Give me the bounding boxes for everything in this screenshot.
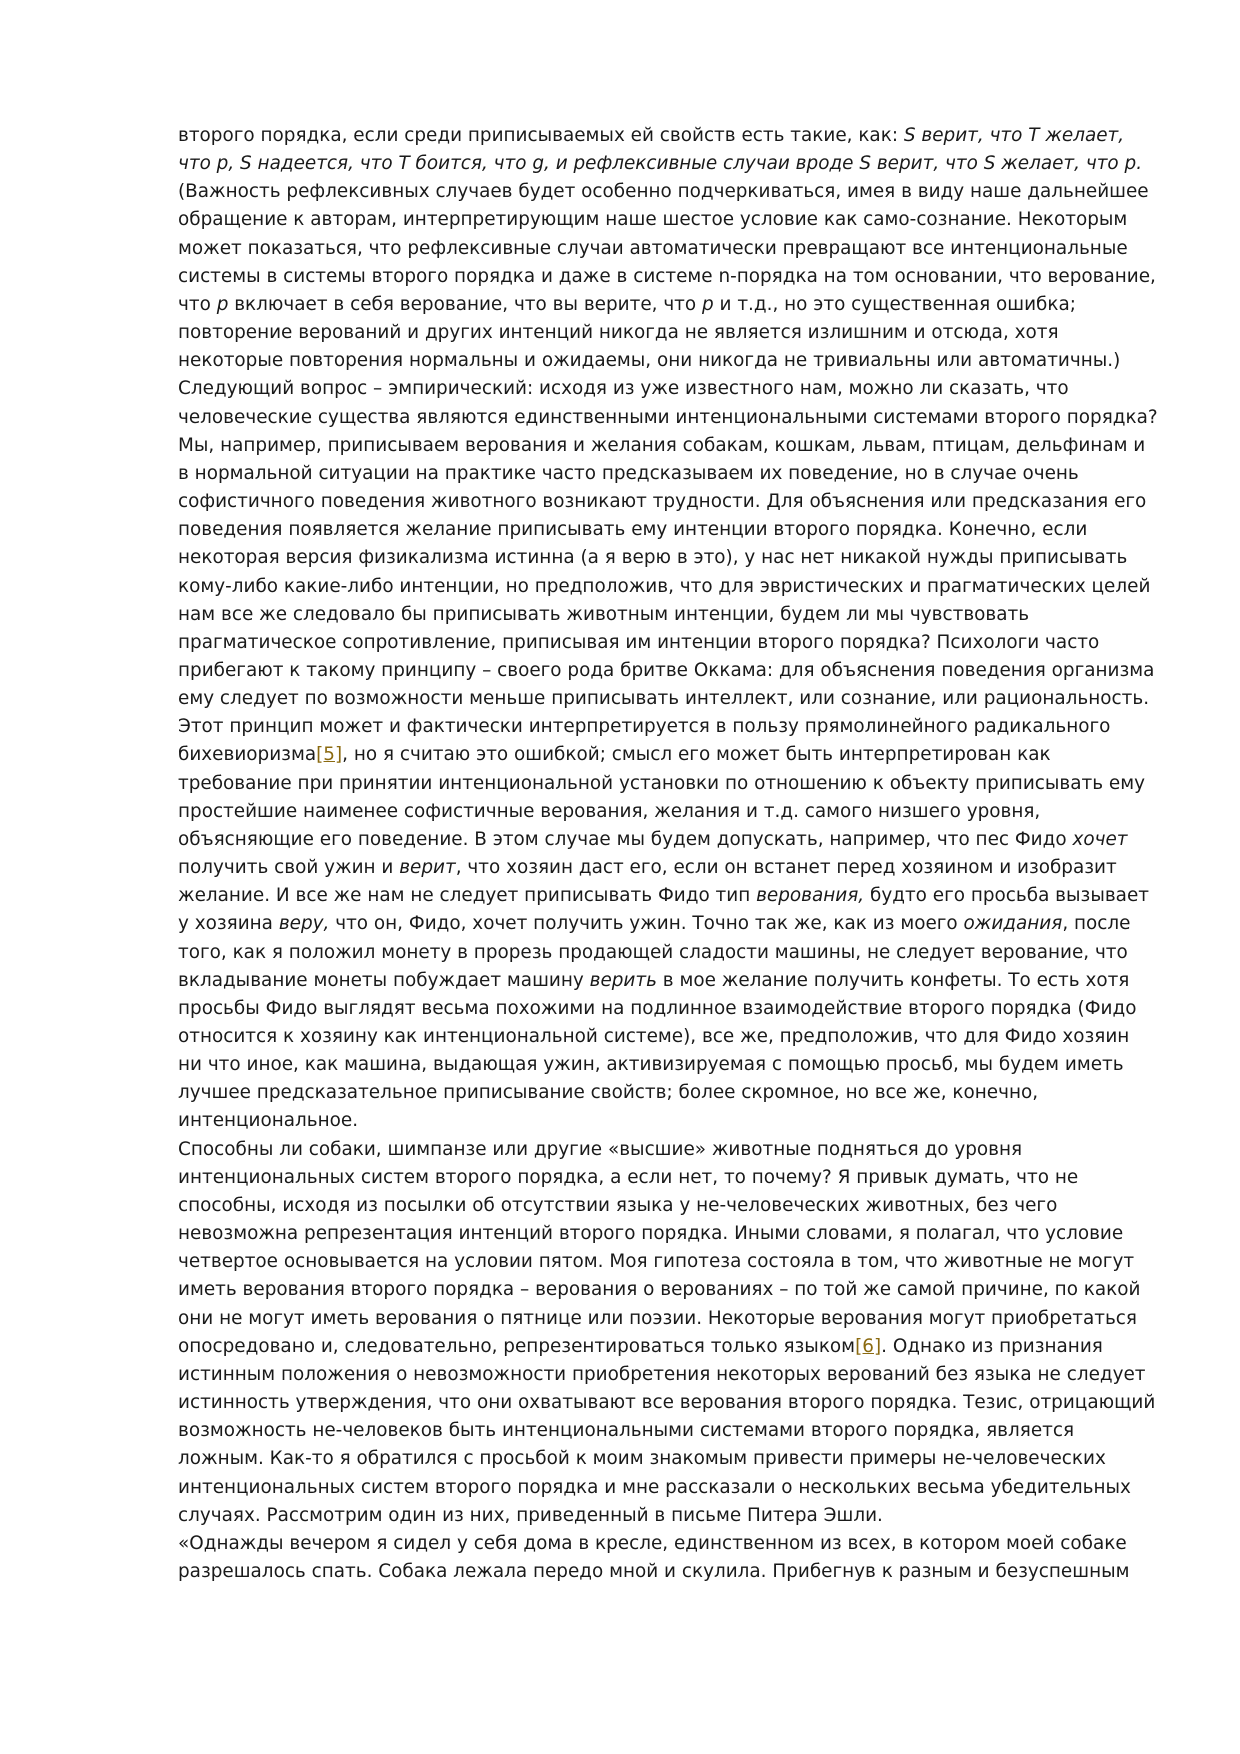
text-run: что он, Фидо, хочет получить ужин. Точно так же, как из моего bbox=[329, 913, 964, 935]
italic-text: p bbox=[702, 293, 714, 315]
italic-text: верования, bbox=[756, 885, 865, 907]
italic-text: S верит, что T желает, что p, S надеется, что T боится, что g, и рефлексивные случаи вроде S верит, что S желает, что p. bbox=[178, 125, 1143, 175]
italic-text: p bbox=[216, 293, 229, 315]
italic-text: верит bbox=[399, 857, 456, 879]
paragraph bbox=[178, 1530, 1158, 1586]
text-run: Следующий вопрос – эмпирический: исходя из уже известного нам, можно ли сказать, что человеческие существа являются единственными интенциональными системами второго порядка? Мы, например, приписываем верования и желания собакам, кошкам, львам, птицам, дельфинам и в нормальной ситуации на практике часто предсказываем их поведение, но в случае очень софистичного поведения животного возникают трудности. Для объяснения или предсказания его поведения появляется желание приписывать ему интенции второго порядка. Конечно, если некоторая версия физикализма истинна (а я верю в это), у нас нет никакой нужды приписывать кому-либо какие-либо интенции, но предположив, что для эвристических и прагматических целей нам все же следовало бы приписывать животным интенции, будем ли мы чувствовать прагматическое сопротивление, приписывая им интенции второго порядка? Психологи часто прибегают к такому принципу – своего рода бритве Оккама: для объяснения поведения организма ему следует по возможности меньше приписывать интеллект, или сознание, или рациональность. Этот принцип может и фактически интерпретируется в пользу прямолинейного радикального бихевиоризма bbox=[178, 378, 1158, 766]
text-run: второго порядка, если среди приписываемых ей свойств есть такие, как: bbox=[178, 125, 904, 146]
paragraph bbox=[178, 375, 1158, 1135]
text-run: . Однако из признания истинным положения о невозможности приобретения некоторых верований без языка не следует истинность утверждения, что они охватывают все верования второго порядка. Тезис, отрицающий возможность не-человеков быть интенциональными системами второго порядка, является ложным. Как-то я обратился с просьбой к моим знакомым привести примеры не-человеческих интенциональных систем второго порядка и мне рассказали о нескольких весьма убедительных случаях. Рассмотрим один из них, приведенный в письме Питера Эшли. bbox=[178, 1335, 1156, 1526]
text-run: будто его просьба вызывает у хозяина bbox=[178, 885, 1149, 935]
text-run: «Однажды вечером я сидел у себя дома в кресле, единственном из всех, в котором моей собаке разрешалось спать. Собака лежала передо мной и скулила. Прибегнув к разным и безуспешным bbox=[178, 1532, 1130, 1582]
text-run: в мое желание получить конфеты. То есть хотя просьбы Фидо выглядят весьма похожими на подлинное взаимодействие второго порядка (Фидо относится к хозяину как интенциональной системе), все же, предположив, что для Фидо хозяин ни что иное, как машина, выдающая ужин, активизируемая с помощью просьб, мы будем иметь лучшее предсказательное приписывание свойств; более скромное, но все же, конечно, интенциональное. bbox=[178, 969, 1137, 1132]
text-run: Способны ли собаки, шимпанзе или другие «высшие» животные подняться до уровня интенциональных систем второго порядка, а если нет, то почему? Я привык думать, что не способны, исходя из посылки об отсутствии языка у не-человеческих животных, без чего невозможна репрезентация интенций второго порядка. Иными словами, я полагал, что условие четвертое основывается на условии пятом. Моя гипотеза состояла в том, что животные не могут иметь верования второго порядка – верования о верованиях – по той же самой причине, по какой они не могут иметь верования о пятнице или поэзии. Некоторые верования могут приобретаться опосредовано и, следовательно, репрезентироваться только языком bbox=[178, 1138, 1141, 1357]
paragraph bbox=[178, 122, 1158, 375]
document-page bbox=[178, 122, 1158, 1586]
italic-text: верить bbox=[589, 969, 657, 991]
text-run: получить свой ужин и bbox=[178, 857, 400, 879]
footnote-link[interactable]: [5] bbox=[316, 744, 343, 766]
paragraph bbox=[178, 1136, 1158, 1530]
text-run: включает в себя верование, что вы верите, что bbox=[228, 293, 702, 315]
italic-text: ожидания bbox=[963, 913, 1063, 935]
text-run: , после того, как я положил монету в прорезь продающей сладости машины, не следует верование, что вкладывание монеты побуждает машину bbox=[178, 913, 1131, 991]
text-run: (Важность рефлексивных случаев будет особенно подчеркиваться, имея в виду наше дальнейшее обращение к авторам, интерпретирующим наше шестое условие как само-сознание. Некоторым может показаться, что рефлексивные случаи автоматически превращают все интенциональные системы в системы второго порядка и даже в системе n-порядка на том основании, что верование, что bbox=[178, 181, 1156, 315]
text-run: , но я считаю это ошибкой; смысл его может быть интерпретирован как требование при принятии интенциональной установки по отношению к объекту приписывать ему простейшие наименее софистичные верования, желания и т.д. самого низшего уровня, объясняющие его поведение. В этом случае мы будем допускать, например, что пес Фидо bbox=[178, 744, 1145, 850]
italic-text: хочет bbox=[1072, 828, 1128, 850]
text-run: , что хозяин даст его, если он встанет перед хозяином и изобразит желание. И все же нам не следует приписывать Фидо тип bbox=[178, 857, 1117, 907]
italic-text: веру, bbox=[278, 913, 330, 935]
footnote-link[interactable]: [6] bbox=[855, 1335, 882, 1357]
text-run: и т.д., но это существенная ошибка; повторение верований и других интенций никогда не является излишним и отсюда, хотя некоторые повторения нормальны и ожидаемы, они никогда не тривиальны или автоматичны.) bbox=[178, 293, 1121, 372]
